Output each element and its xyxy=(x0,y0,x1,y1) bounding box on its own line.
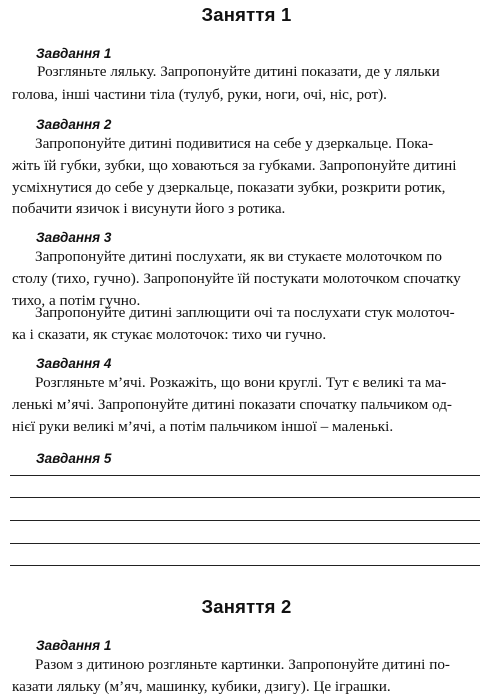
answer-line xyxy=(10,475,480,476)
task-1-title: Завдання 1 xyxy=(36,46,112,61)
lesson-2-task-1-title: Завдання 1 xyxy=(36,638,112,653)
task-1-text-line: Розгляньте ляльку. Запропонуйте дитині показати, де у ляльки xyxy=(37,63,440,80)
task-4-text-line: нієї руки великі м’ячі, а потім пальчиком іншої – маленькі. xyxy=(12,418,394,435)
answer-line xyxy=(10,565,480,566)
task-2-text-line: жіть їй губки, зубки, що ховаються за губками. Запропонуйте дитині xyxy=(12,157,457,174)
answer-line xyxy=(10,520,480,521)
answer-line xyxy=(10,543,480,544)
task-4-text-line: Розгляньте м’ячі. Розкажіть, що вони круглі. Тут є великі та ма- xyxy=(35,374,447,391)
task-3-text-line: тихо, а потім гучно. xyxy=(12,292,141,309)
task-3-title: Завдання 3 xyxy=(36,230,112,245)
task-4-text-line: ленькі м’ячі. Запропонуйте дитині показати спочатку пальчиком од- xyxy=(12,396,452,413)
task-4-title: Завдання 4 xyxy=(36,356,112,371)
task-5-title: Завдання 5 xyxy=(36,451,112,466)
task-2-text-line: побачити язичок і висунути його з ротика. xyxy=(12,200,286,217)
task-3-text-line: Запропонуйте дитині заплющити очі та послухати стук молоточ- xyxy=(35,304,455,321)
task-1-text-line: голова, інші частини тіла (тулуб, руки, ноги, очі, ніс, рот). xyxy=(12,86,387,103)
lesson-2-task-1-text-line: казати ляльку (м’яч, машинку, кубики, дзигу). Це іграшки. xyxy=(12,678,391,695)
task-2-text-line: усміхнутися до себе у дзеркальце, показати зубки, розкрити ротик, xyxy=(12,179,446,196)
task-2-title: Завдання 2 xyxy=(36,117,112,132)
lesson-1-heading: Заняття 1 xyxy=(201,4,292,25)
lesson-2-task-1-text-line: Разом з дитиною розгляньте картинки. Запропонуйте дитині по- xyxy=(35,656,450,673)
lesson-2-heading: Заняття 2 xyxy=(201,596,292,617)
task-3-text-line: столу (тихо, гучно). Запропонуйте їй постукати молоточком спочатку xyxy=(12,270,461,287)
task-2-text-line: Запропонуйте дитині подивитися на себе у дзеркальце. Пока- xyxy=(35,135,434,152)
task-3-text-line: Запропонуйте дитині послухати, як ви стукаєте молоточком по xyxy=(35,248,442,265)
task-3-text-line: ка і сказати, як стукає молоточок: тихо чи гучно. xyxy=(12,326,327,343)
answer-line xyxy=(10,497,480,498)
